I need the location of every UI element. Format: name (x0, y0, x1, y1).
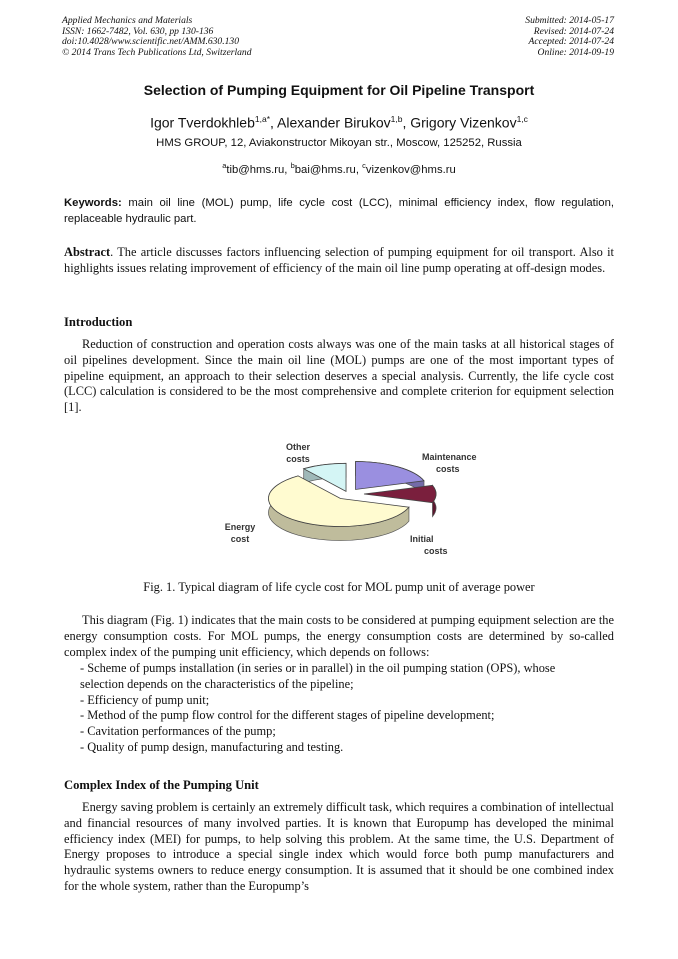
email-link[interactable]: tib@hms.ru (226, 163, 285, 176)
email-link[interactable]: bai@hms.ru (294, 163, 356, 176)
online-date: Online: 2014-09-19 (537, 46, 614, 58)
abstract (64, 245, 614, 277)
complex-paragraph: Energy saving problem is certainly an extremely difficult task, which requires a combination of intellectual and financial resources of many involved parties. It is known that Europump has developed the minimal efficiency index (MEI) for pumps, to help solving this problem. At the same time, the U.S. Department of Energy proposes to introduce a special single index which would force both pump manufacturers and hydraulic systems owners to reduce energy consumption. It is assumed that it should be one combined index for the whole system, rather than the Europump’s (64, 800, 614, 893)
copyright: © 2014 Trans Tech Publications Ltd, Switzerland (62, 46, 252, 58)
email-list: $^a$tib@hms.ru, $^b$bai@hms.ru, $^c$vizenkov@hms.ru (222, 161, 456, 176)
slice-label: Energy cost (224, 522, 256, 544)
body-paragraph: This diagram (Fig. 1) indicates that the main costs to be considered at pumping equipment selection are the energy consumption costs. For MOL pumps, the energy consumption costs are determined by so-called complex index of the pumping unit efficiency, which depends on follows: (64, 613, 614, 659)
author-name: Grigory Vizenkov (410, 114, 517, 131)
slice-label: Other costs (285, 442, 311, 464)
email-sup: b (290, 161, 295, 170)
pie-slice-initial-costs (364, 485, 436, 502)
list-item: - Cavitation performances of the pump; (80, 724, 276, 739)
email-sup: a (222, 161, 227, 170)
journal-info (62, 16, 252, 58)
author-sup: 1,a* (254, 114, 270, 124)
accepted-date: Accepted: 2014-07-24 (528, 36, 614, 48)
list-item (80, 661, 614, 693)
figure-caption: Fig. 1. Typical diagram of life cycle cost for MOL pump unit of average power (143, 580, 535, 594)
dates-info (525, 16, 614, 58)
email-link[interactable]: vizenkov@hms.ru (365, 163, 456, 176)
revised-date: Revised: 2014-07-24 (533, 25, 614, 37)
slice-label: Maintenance costs (422, 452, 477, 474)
list-item-text: - Scheme of pumps installation (in series or in parallel) in the oil pumping station (OPS), whose (80, 661, 556, 675)
section-heading-complex-index: Complex Index of the Pumping Unit (64, 778, 259, 792)
keywords-text: main oil line (MOL) pump, life cycle cost (LCC), minimal efficiency index, flow regulation, replaceable hydraulic part. (64, 197, 614, 225)
section-heading-introduction: Introduction (64, 315, 133, 329)
paper-title: Selection of Pumping Equipment for Oil Pipeline Transport (143, 82, 535, 98)
affiliation: HMS GROUP, 12, Aviakonstructor Mikoyan str., Moscow, 125252, Russia (156, 137, 522, 149)
abstract-text: . The article discusses factors influencing selection of pumping equipment for oil transport. Also it highlights issues relating improvement of efficiency of the main oil line pump operating at off-design modes. (64, 245, 614, 275)
abstract-label: Abstract (64, 245, 111, 259)
author-name: Igor Tverdokhleb (150, 114, 255, 131)
list-item: - Quality of pump design, manufacturing and testing. (80, 739, 344, 754)
issn: ISSN: 1662-7482, Vol. 630, pp 130-136 (62, 25, 214, 37)
lcc-pie-chart (210, 434, 490, 564)
author-list: Igor Tverdokhleb$^{1,a*}$, Alexander Birukov$^{1,b}$, Grigory Vizenkov$^{1,c}$ (150, 114, 528, 131)
journal-name: Applied Mechanics and Materials (62, 15, 193, 26)
keywords (64, 195, 614, 227)
author-sup: 1,b (390, 114, 403, 124)
list-item: - Efficiency of pump unit; (80, 692, 210, 707)
author-name: Alexander Birukov (277, 114, 391, 131)
pie-layer (268, 461, 436, 540)
keywords-label: Keywords: (64, 197, 122, 209)
factor-list (80, 661, 614, 756)
list-item: - Method of the pump flow control for the different stages of pipeline development; (80, 708, 495, 723)
author-sup: 1,c (516, 114, 528, 124)
list-item-text: selection depends on the characteristics of the pipeline; (80, 676, 354, 691)
submitted-date: Submitted: 2014-05-17 (525, 15, 614, 26)
doi[interactable]: doi:10.4028/www.scientific.net/AMM.630.130 (62, 36, 240, 48)
slice-label: Initial costs (410, 534, 448, 556)
email-sup: c (362, 161, 366, 170)
intro-paragraph: Reduction of construction and operation costs always was one of the main tasks at all historical stages of oil pipelines development. Since the main oil line (MOL) pumps are one of the most important types of pipeline equipment, an approach to their selection deserves a special analysis. Currently, the life cycle cost (LCC) calculation is considered to be the most comprehensive and complete criterion for equipment selection [1]. (64, 337, 614, 415)
